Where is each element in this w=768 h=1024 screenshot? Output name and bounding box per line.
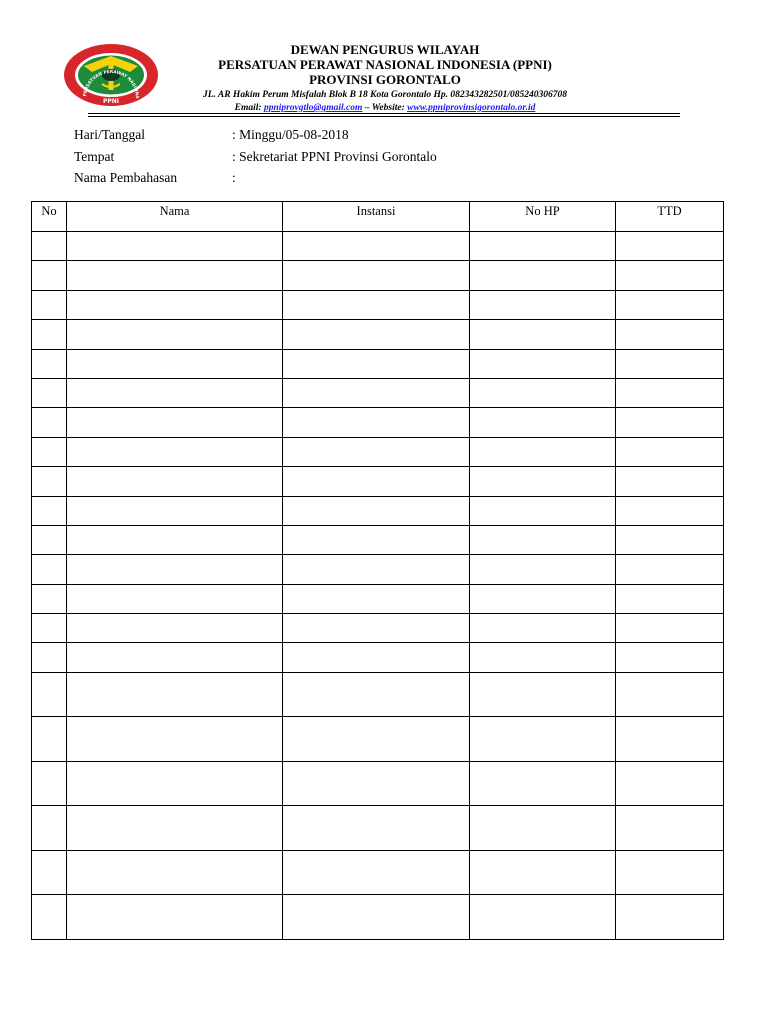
letterhead: [160, 42, 610, 114]
email-label: Email:: [234, 103, 264, 113]
table-cell[interactable]: [32, 555, 67, 584]
table-row: [32, 584, 724, 613]
table-cell[interactable]: [32, 349, 67, 378]
table-cell[interactable]: [67, 232, 283, 261]
table-row: [32, 437, 724, 466]
info-value: :: [232, 170, 236, 185]
table-cell[interactable]: [32, 261, 67, 290]
table-cell[interactable]: [283, 806, 470, 851]
table-cell[interactable]: [470, 408, 616, 437]
table-row: [32, 408, 724, 437]
table-row: [32, 555, 724, 584]
table-cell[interactable]: [67, 850, 283, 895]
col-header-ttd: TTD: [616, 202, 724, 232]
table-cell[interactable]: [470, 320, 616, 349]
org-level: DEWAN PENGURUS WILAYAH: [290, 42, 480, 57]
table-cell[interactable]: [616, 850, 724, 895]
table-cell[interactable]: [283, 320, 470, 349]
table-cell[interactable]: [67, 261, 283, 290]
table-body: [32, 232, 724, 940]
table-cell[interactable]: [470, 378, 616, 407]
table-cell[interactable]: [470, 232, 616, 261]
table-cell[interactable]: [67, 555, 283, 584]
table-cell[interactable]: [616, 320, 724, 349]
table-cell[interactable]: [283, 850, 470, 895]
table-row: [32, 672, 724, 717]
table-row: [32, 525, 724, 554]
table-cell[interactable]: [67, 378, 283, 407]
table-cell[interactable]: [67, 525, 283, 554]
logo-ppni-text: PPNI: [102, 98, 120, 105]
table-row: [32, 761, 724, 806]
table-cell[interactable]: [283, 584, 470, 613]
table-cell[interactable]: [616, 614, 724, 643]
table-cell[interactable]: [470, 643, 616, 672]
col-header-nohp: No HP: [470, 202, 616, 232]
table-row: [32, 467, 724, 496]
table-cell[interactable]: [32, 437, 67, 466]
table-cell[interactable]: [67, 467, 283, 496]
header-rule-thick: [88, 113, 680, 114]
table-row: [32, 850, 724, 895]
table-cell[interactable]: [470, 806, 616, 851]
col-header-nama: Nama: [67, 202, 283, 232]
info-label: Tempat: [74, 148, 115, 164]
table-cell[interactable]: [32, 761, 67, 806]
table-cell[interactable]: [616, 290, 724, 319]
table-cell[interactable]: [32, 232, 67, 261]
table-cell[interactable]: [32, 672, 67, 717]
table-row: [32, 349, 724, 378]
info-row-date: [74, 127, 574, 149]
table-cell[interactable]: [470, 672, 616, 717]
table-cell[interactable]: [616, 525, 724, 554]
logo-ring-text: PERSATUAN PERAWAT NASIONA: [83, 69, 140, 99]
table-cell[interactable]: [32, 643, 67, 672]
table-cell[interactable]: [470, 261, 616, 290]
table-row: [32, 290, 724, 319]
table-cell[interactable]: [470, 584, 616, 613]
table-row: [32, 614, 724, 643]
table-cell[interactable]: [283, 437, 470, 466]
table-cell[interactable]: [67, 643, 283, 672]
table-cell[interactable]: [470, 437, 616, 466]
table-cell[interactable]: [67, 717, 283, 762]
table-cell[interactable]: [67, 349, 283, 378]
table-cell[interactable]: [616, 717, 724, 762]
table-cell[interactable]: [67, 437, 283, 466]
table-cell[interactable]: [67, 672, 283, 717]
org-address: JL. AR Hakim Perum Misfalah Blok B 18 Kota Gorontalo Hp. 082343282501/085240306708: [202, 90, 568, 100]
table-cell[interactable]: [616, 496, 724, 525]
table-cell[interactable]: [470, 614, 616, 643]
table-cell[interactable]: [283, 761, 470, 806]
info-label: Nama Pembahasan: [74, 170, 178, 185]
table-cell[interactable]: [470, 895, 616, 940]
table-row: [32, 643, 724, 672]
table-cell[interactable]: [32, 290, 67, 319]
table-cell[interactable]: [32, 408, 67, 437]
table-cell[interactable]: [283, 614, 470, 643]
table-cell[interactable]: [470, 525, 616, 554]
table-cell[interactable]: [32, 320, 67, 349]
table-cell[interactable]: [32, 496, 67, 525]
table-row: [32, 320, 724, 349]
table-cell[interactable]: [616, 761, 724, 806]
table-header-row: [32, 202, 724, 232]
table-cell[interactable]: [67, 584, 283, 613]
info-row-place: [74, 149, 574, 171]
table-cell[interactable]: [616, 408, 724, 437]
attendance-table: [31, 201, 724, 940]
table-row: [32, 378, 724, 407]
website-link[interactable]: www.ppniprovinsigorontalo.or.id: [407, 103, 536, 113]
table-row: [32, 895, 724, 940]
table-cell[interactable]: [67, 761, 283, 806]
info-label: Hari/Tanggal: [74, 127, 146, 142]
table-cell[interactable]: [616, 467, 724, 496]
table-cell[interactable]: [283, 643, 470, 672]
table-cell[interactable]: [283, 408, 470, 437]
table-cell[interactable]: [32, 584, 67, 613]
org-name: PERSATUAN PERAWAT NASIONAL INDONESIA (PPNI): [218, 57, 552, 72]
col-header-no: No: [32, 202, 67, 232]
table-cell[interactable]: [283, 895, 470, 940]
table-cell[interactable]: [283, 717, 470, 762]
table-cell[interactable]: [616, 437, 724, 466]
meeting-info: [74, 127, 574, 192]
email-link[interactable]: ppniprovgtlo@gmail.com: [263, 103, 363, 113]
table-row: [32, 717, 724, 762]
table-cell[interactable]: [616, 672, 724, 717]
table-cell[interactable]: [616, 584, 724, 613]
info-value: : Minggu/05-08-2018: [232, 127, 349, 142]
table-cell[interactable]: [470, 850, 616, 895]
table-cell[interactable]: [67, 408, 283, 437]
table-cell[interactable]: [283, 261, 470, 290]
table-cell[interactable]: [616, 261, 724, 290]
table-cell[interactable]: [32, 467, 67, 496]
table-cell[interactable]: [470, 555, 616, 584]
table-cell[interactable]: [67, 614, 283, 643]
org-province: PROVINSI GORONTALO: [309, 72, 461, 87]
table-cell[interactable]: [283, 555, 470, 584]
table-cell[interactable]: [283, 525, 470, 554]
info-row-topic: [74, 170, 574, 192]
table-cell[interactable]: [67, 290, 283, 319]
table-cell[interactable]: [32, 850, 67, 895]
table-cell[interactable]: [32, 378, 67, 407]
table-cell[interactable]: [470, 349, 616, 378]
table-cell[interactable]: [67, 895, 283, 940]
table-cell[interactable]: [616, 643, 724, 672]
table-cell[interactable]: [283, 349, 470, 378]
table-cell[interactable]: [67, 320, 283, 349]
table-cell[interactable]: [283, 378, 470, 407]
table-cell[interactable]: [32, 525, 67, 554]
col-header-instansi: Instansi: [283, 202, 470, 232]
table-cell[interactable]: [67, 806, 283, 851]
table-cell[interactable]: [283, 496, 470, 525]
header-rule-thin: [88, 116, 680, 117]
table-cell[interactable]: [67, 496, 283, 525]
table-cell[interactable]: [616, 806, 724, 851]
table-cell[interactable]: [283, 467, 470, 496]
table-row: [32, 261, 724, 290]
table-cell[interactable]: [470, 717, 616, 762]
website-label: – Website:: [362, 103, 408, 113]
table-cell[interactable]: [283, 290, 470, 319]
table-row: [32, 496, 724, 525]
table-cell[interactable]: [32, 806, 67, 851]
table-cell[interactable]: [616, 232, 724, 261]
table-cell[interactable]: [283, 672, 470, 717]
table-cell[interactable]: [32, 614, 67, 643]
table-cell[interactable]: [32, 895, 67, 940]
table-cell[interactable]: [470, 290, 616, 319]
table-cell[interactable]: [470, 467, 616, 496]
table-cell[interactable]: [616, 555, 724, 584]
table-cell[interactable]: [616, 349, 724, 378]
table-cell[interactable]: [32, 717, 67, 762]
table-cell[interactable]: [283, 232, 470, 261]
table-row: [32, 232, 724, 261]
table-row: [32, 806, 724, 851]
info-value: : Sekretariat PPNI Provinsi Gorontalo: [232, 148, 437, 164]
table-cell[interactable]: [616, 378, 724, 407]
table-cell[interactable]: [470, 496, 616, 525]
table-cell[interactable]: [616, 895, 724, 940]
ppni-logo: [62, 42, 160, 108]
table-cell[interactable]: [470, 761, 616, 806]
